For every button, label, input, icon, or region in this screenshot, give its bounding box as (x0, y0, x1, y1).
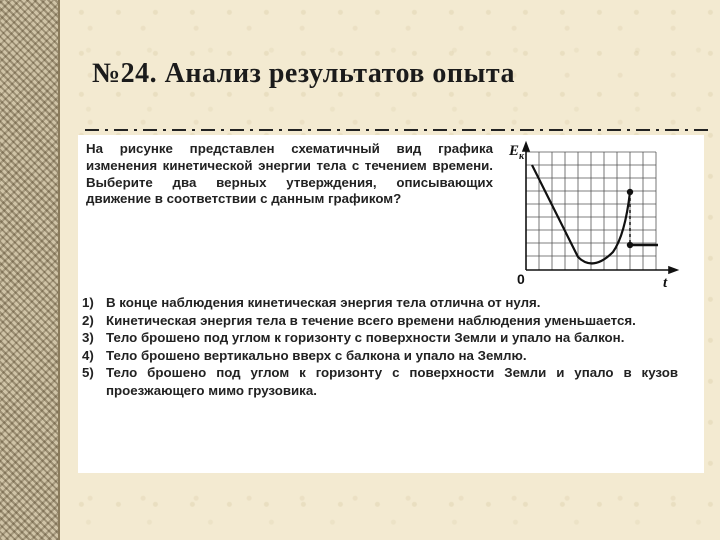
x-axis-label: t (663, 275, 668, 291)
answer-option-number: 3) (82, 330, 94, 345)
energy-point-top (627, 189, 633, 195)
answer-option-text: Кинетическая энергия тела в течение всего времени наблюдения уменьшается. (106, 312, 636, 328)
slide-title: №24. Анализ результатов опыта (92, 58, 516, 89)
answer-option-text: Тело брошено под углом к горизонту с поверхности Земли и упало на балкон. (106, 330, 625, 345)
graph-grid (526, 152, 656, 270)
answer-option (82, 312, 678, 330)
answer-option (82, 294, 678, 312)
y-axis-label: $E_к$ (509, 143, 525, 162)
answer-option-number: 1) (82, 295, 94, 310)
answer-option-text: Тело брошено вертикально вверх с балкона и упало на Землю. (106, 347, 527, 363)
energy-point-bottom (627, 242, 633, 248)
answer-options (82, 294, 678, 399)
decorative-side-strip (0, 0, 60, 540)
answer-option-text: Тело брошено под углом к горизонту с поверхности Земли и упало в кузов проезжающего мимо грузовика. (106, 365, 678, 398)
answer-option-number: 2) (82, 312, 94, 328)
dashed-divider (85, 128, 710, 132)
answer-option-number: 5) (82, 365, 94, 380)
kinetic-energy-graph (503, 137, 693, 292)
answer-option (82, 347, 678, 365)
origin-label: 0 (517, 271, 525, 287)
answer-option (82, 329, 678, 347)
graph-axes (523, 143, 677, 273)
energy-curve (532, 165, 630, 263)
answer-option-number: 4) (82, 347, 94, 363)
answer-option (82, 364, 678, 399)
question-text: На рисунке представлен схематичный вид графика изменения кинетической энергии тела с течением времени. Выберите два верных утверждения, описывающих движение в соответствии с данным графиком? (86, 141, 493, 207)
task-panel (78, 135, 704, 473)
answer-option-text: В конце наблюдения кинетическая энергия тела отлична от нуля. (106, 295, 541, 310)
